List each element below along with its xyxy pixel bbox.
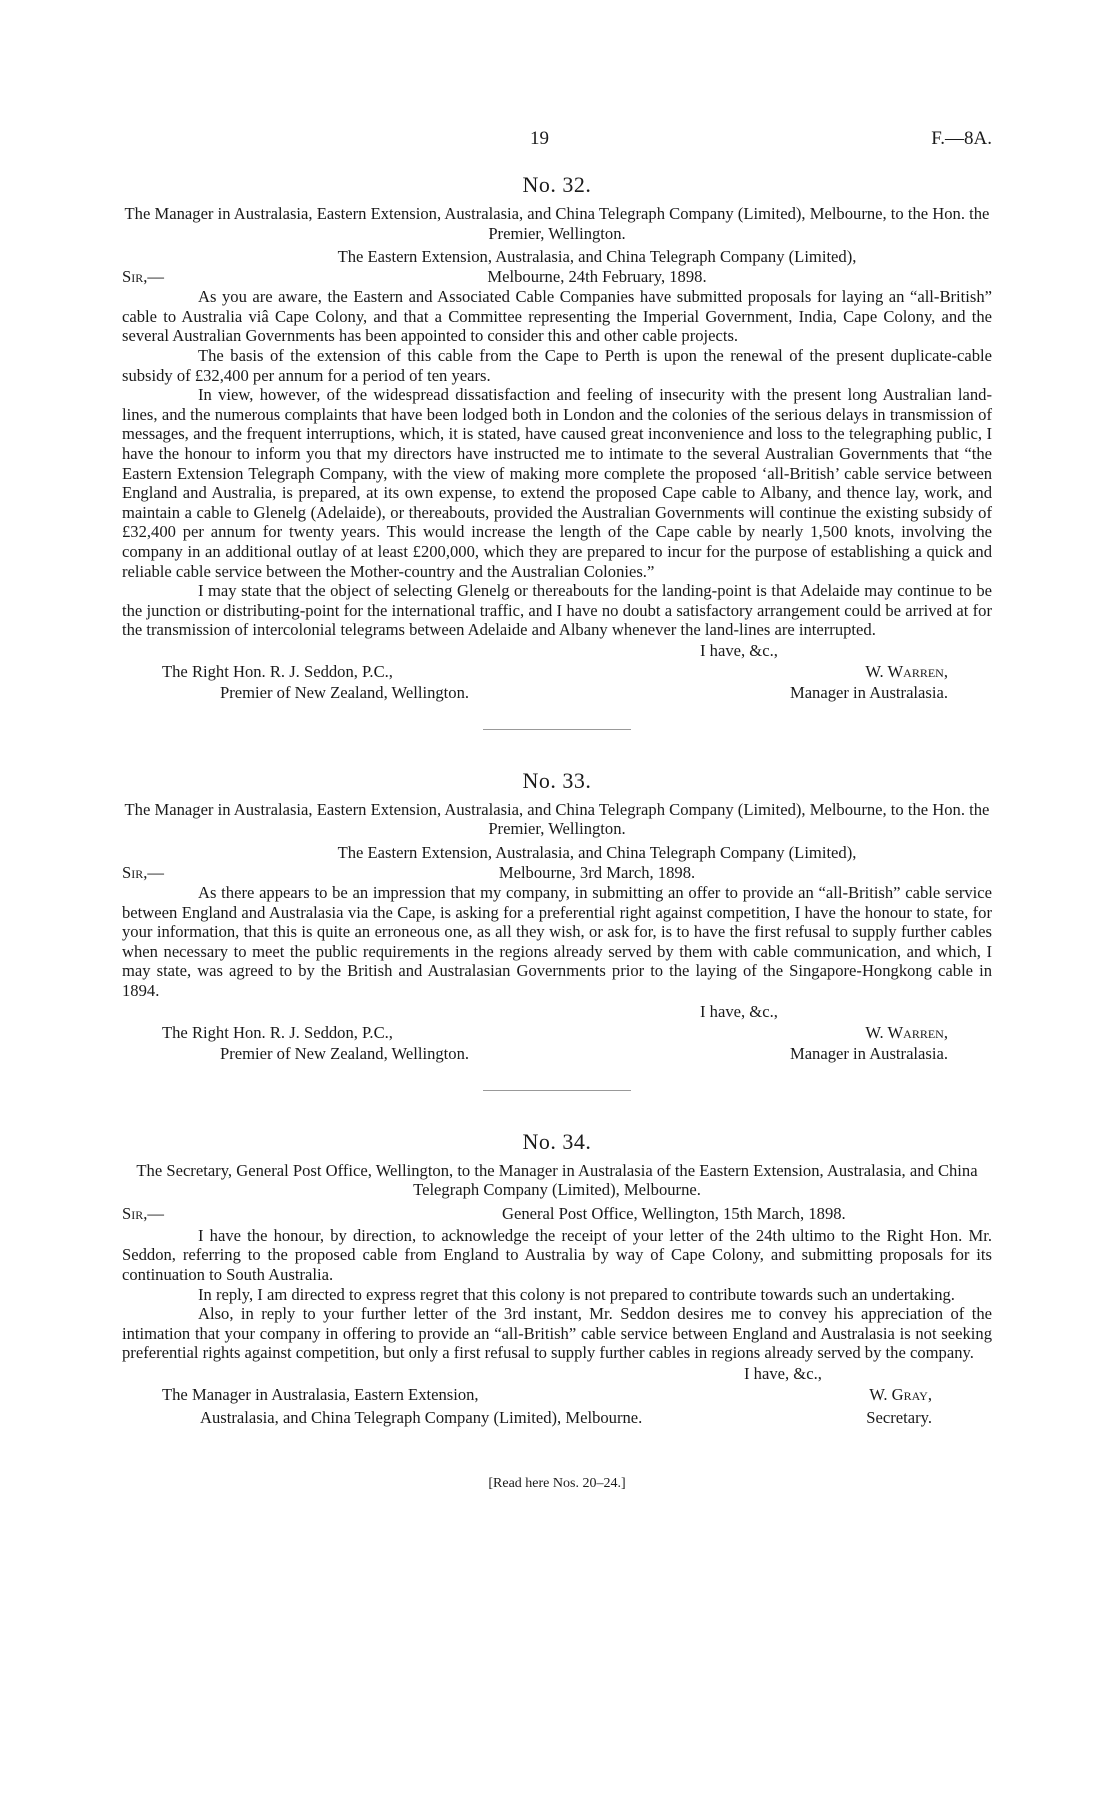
address-line-1: The Eastern Extension, Australasia, and China Telegraph Company (Limited), — [337, 247, 857, 267]
salutation: Sir,— — [122, 863, 164, 883]
letter-heading: The Manager in Australasia, Eastern Extension, Australasia, and China Telegraph Company (Limited), Melbourne, to the Hon. the Premier, Wellington. — [124, 799, 990, 839]
address-line-1: General Post Office, Wellington, 15th March, 1898. — [502, 1203, 846, 1223]
page-number: 19 — [530, 128, 549, 149]
letter-closing — [122, 1002, 992, 1066]
address-line-2: Melbourne, 24th February, 1898. — [487, 267, 707, 287]
signature-title: Secretary. — [866, 1407, 932, 1427]
page-content — [122, 172, 992, 1494]
salutation: Sir,— — [122, 1203, 164, 1223]
address-line-1: The Eastern Extension, Australasia, and China Telegraph Company (Limited), — [337, 843, 857, 863]
letter-paragraph: I have the honour, by direction, to acknowledge the receipt of your letter of the 24th ultimo to the Right Hon. Mr. Seddon, referring to the proposed cable from England to Australia by way of Cape Colony, and submitting proposals for its continuation to South Australia. — [122, 1225, 992, 1284]
salutation: Sir,— — [122, 267, 164, 287]
section-divider — [483, 1090, 631, 1091]
signature-title: Manager in Australasia. — [789, 1043, 948, 1063]
letter-34 — [122, 1129, 992, 1434]
closing-phrase: I have, &c., — [700, 1001, 778, 1021]
signature-title: Manager in Australasia. — [789, 682, 948, 702]
letter-paragraph: Also, in reply to your further letter of the 3rd instant, Mr. Seddon desires me to convey his appreciation of the intimation that your company in offering to provide an “all-British” cable service between England and Australasia is not seeking preferential rights against competition, but only a first refusal to supply further cables in regions already served by the company. — [122, 1304, 992, 1363]
signature: W. Gray, — [869, 1384, 932, 1404]
closing-phrase: I have, &c., — [744, 1363, 822, 1383]
letter-paragraph: In view, however, of the widespread dissatisfaction and feeling of insecurity with the present long Australian land-lines, and the numerous complaints that have been lodged both in London and the colonies of the serious delays in transmission of messages, and the frequent interruptions, which, it is stated, have caused great inconvenience and loss to the telegraphing public, I have the honour to inform you that my directors have instructed me to intimate to the several Australian Governments that “the Eastern Extension Telegraph Company, with the view of making more complete the proposed ‘all-British’ cable service between England and Australia, is prepared, at its own expense, to extend the proposed Cape cable to Albany, and thence lay, work, and maintain a cable to Glenelg (Adelaide), or thereabouts, provided the Australian Governments will continue the existing subsidy of £32,400 per annum for twenty years. This would increase the length of the Cape cable by nearly 1,500 knots, involving the company in an additional outlay of at least £200,000, which they are prepared to incur for the purpose of establishing a quick and reliable cable service between the Mother-country and the Australian Colonies.” — [122, 385, 992, 581]
address-line-2: Melbourne, 3rd March, 1898. — [498, 863, 696, 883]
recipient-line-1: The Right Hon. R. J. Seddon, P.C., — [162, 1022, 393, 1042]
footnote: [Read here Nos. 20–24.] — [488, 1475, 626, 1491]
signature: W. Warren, — [865, 1022, 948, 1042]
recipient-line-1: The Manager in Australasia, Eastern Extension, — [162, 1384, 479, 1404]
letter-heading: The Manager in Australasia, Eastern Extension, Australasia, and China Telegraph Company (Limited), Melbourne, to the Hon. the Premier, Wellington. — [124, 204, 990, 243]
letter-address — [122, 843, 992, 883]
letter-paragraph: I may state that the object of selecting Glenelg or thereabouts for the landing-point is that Adelaide may continue to be the junction or distributing-point for the international traffic, and I have no doubt a satisfactory arrangement could be arrived at for the transmission of intercolonial telegrams between Adelaide and Albany whenever the land-lines are interrupted. — [122, 581, 992, 640]
letter-paragraph: In reply, I am directed to express regret that this colony is not prepared to contribute towards such an undertaking. — [198, 1284, 955, 1304]
recipient-line-2: Premier of New Zealand, Wellington. — [220, 682, 470, 702]
letter-number: No. 32. — [522, 172, 592, 197]
letter-closing — [122, 1364, 992, 1434]
letter-number: No. 34. — [522, 1128, 592, 1154]
page-header — [0, 128, 1114, 152]
letter-paragraph: As you are aware, the Eastern and Associated Cable Companies have submitted proposals for laying an “all-British” cable to Australia viâ Cape Colony, and that a Committee representing the Imperial Government, India, Cape Colony, and the several Australian Governments has been appointed to consider this and other cable projects. — [122, 287, 992, 346]
letter-address — [122, 247, 992, 287]
letter-32 — [122, 172, 992, 705]
closing-phrase: I have, &c., — [700, 640, 778, 660]
recipient-line-2: Australasia, and China Telegraph Company (Limited), Melbourne. — [200, 1407, 643, 1427]
document-reference: F.—8A. — [931, 128, 992, 149]
letter-heading: The Secretary, General Post Office, Wellington, to the Manager in Australasia of the Eastern Extension, Australasia, and China Telegraph Company (Limited), Melbourne. — [136, 1160, 978, 1200]
letter-paragraph: As there appears to be an impression that my company, in submitting an offer to provide an “all-British” cable service between England and Australasia via the Cape, is asking for a preferential right against competition, I have the honour to state, for your information, that this is quite an erroneous one, as all they wish, or ask for, is to have the first refusal to supply further cables when necessary to meet the public requirements in the regions already served by them with cable communication, and which, I may state, was agreed to by the British and Australasian Governments prior to the laying of the Singapore-Hongkong cable in 1894. — [122, 883, 992, 1001]
signature: W. Warren, — [865, 661, 948, 681]
letter-address — [122, 1204, 992, 1226]
letter-33 — [122, 768, 992, 1066]
letter-number: No. 33. — [522, 767, 592, 793]
recipient-line-1: The Right Hon. R. J. Seddon, P.C., — [162, 661, 393, 681]
section-divider — [483, 729, 631, 730]
letter-paragraph: The basis of the extension of this cable from the Cape to Perth is upon the renewal of the present duplicate-cable subsidy of £32,400 per annum for a period of ten years. — [122, 345, 992, 385]
recipient-line-2: Premier of New Zealand, Wellington. — [220, 1043, 470, 1063]
letter-closing — [122, 641, 992, 705]
